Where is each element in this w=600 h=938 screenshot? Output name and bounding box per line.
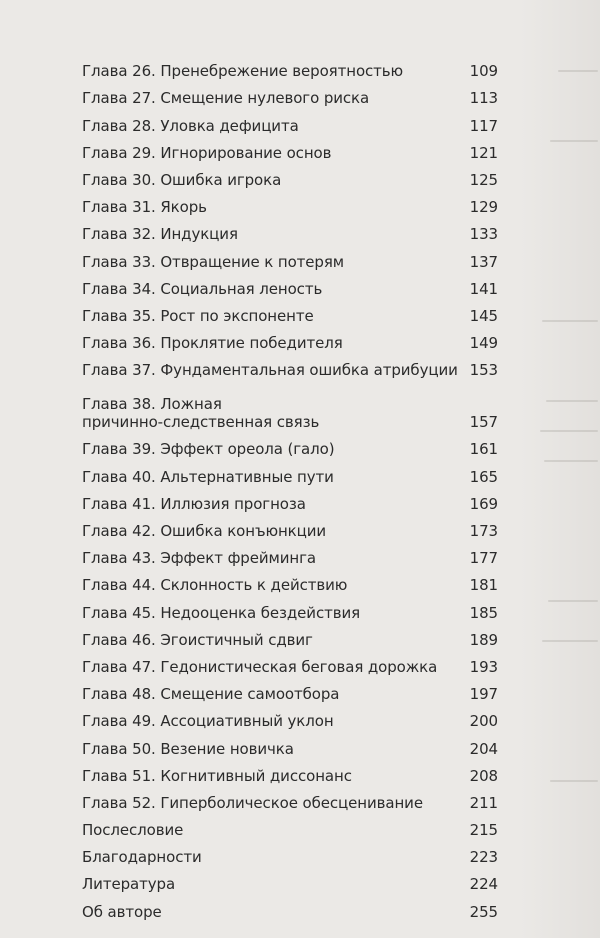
toc-entry-title: Глава 34. Социальная леность (82, 279, 323, 298)
toc-entry-page: 149 (469, 334, 498, 353)
toc-entry-page: 129 (469, 198, 498, 217)
toc-entry (82, 679, 498, 706)
toc-entry (82, 192, 498, 219)
toc-entry-title: Глава 43. Эффект фрейминга (82, 549, 316, 568)
toc-entry (82, 543, 498, 570)
toc-entry-page: 125 (469, 170, 498, 189)
toc-entry-page: 181 (469, 576, 498, 595)
toc-entry (82, 516, 498, 543)
toc-entry-title: Глава 50. Везение новичка (82, 739, 294, 758)
toc-entry-page: 153 (469, 361, 498, 380)
toc-entry-page: 117 (469, 116, 498, 135)
toc-entry-title: Глава 52. Гиперболическое обесценивание (82, 793, 423, 812)
toc-entry (82, 896, 498, 923)
toc-entry-page: 204 (469, 739, 498, 758)
toc-entry-page: 189 (469, 630, 498, 649)
toc-entry (82, 219, 498, 246)
toc-entry (82, 815, 498, 842)
toc-entry-page: 169 (469, 494, 498, 513)
toc-entry (82, 83, 498, 110)
toc-entry-title: Литература (82, 875, 176, 894)
table-of-contents (82, 56, 498, 924)
toc-entry (82, 461, 498, 488)
bleed-line (542, 640, 598, 642)
toc-entry (82, 570, 498, 597)
toc-entry-title: Глава 33. Отвращение к потерям (82, 252, 344, 271)
toc-entry (82, 274, 498, 301)
toc-entry-title: Глава 51. Когнитивный диссонанс (82, 766, 352, 785)
bleed-line (558, 70, 598, 72)
toc-entry-page: 109 (469, 62, 498, 81)
toc-entry (82, 733, 498, 760)
toc-entry-page: 121 (469, 143, 498, 162)
toc-entry-title: Глава 41. Иллюзия прогноза (82, 494, 306, 513)
toc-entry-page: 161 (469, 440, 498, 459)
toc-entry (82, 355, 498, 382)
toc-entry-title: Благодарности (82, 848, 202, 867)
toc-entry (82, 842, 498, 869)
toc-entry-title: Глава 44. Склонность к действию (82, 576, 348, 595)
toc-entry-page: 165 (469, 467, 498, 486)
toc-entry (82, 706, 498, 733)
toc-entry-page: 208 (469, 766, 498, 785)
toc-entry-page: 133 (469, 225, 498, 244)
toc-entry-page: 197 (469, 685, 498, 704)
toc-entry-title: Глава 31. Якорь (82, 198, 207, 217)
bleed-line (544, 460, 598, 462)
toc-entry-page: 137 (469, 252, 498, 271)
toc-entry (82, 56, 498, 83)
toc-entry (82, 489, 498, 516)
toc-entry (82, 761, 498, 788)
toc-entry-page: 193 (469, 657, 498, 676)
toc-entry (82, 597, 498, 624)
toc-entry-title: Глава 37. Фундаментальная ошибка атрибуции (82, 361, 458, 380)
toc-entry-page: 223 (469, 848, 498, 867)
toc-entry-title: Глава 32. Индукция (82, 225, 238, 244)
toc-entry (82, 110, 498, 137)
toc-entry-title: Глава 29. Игнорирование основ (82, 143, 332, 162)
toc-entry-page: 200 (469, 712, 498, 731)
toc-entry (82, 246, 498, 273)
toc-entry-title: Глава 35. Рост по экспоненте (82, 306, 314, 325)
toc-entry-page: 211 (469, 793, 498, 812)
toc-entry-title-continuation: причинно-следственная связь (82, 413, 320, 432)
toc-entry (82, 382, 498, 434)
toc-entry (82, 165, 498, 192)
toc-entry-page: 177 (469, 549, 498, 568)
toc-entry-title: Глава 47. Гедонистическая беговая дорожка (82, 657, 438, 676)
toc-entry-title: Послесловие (82, 821, 184, 840)
toc-entry-title: Глава 30. Ошибка игрока (82, 170, 282, 189)
toc-entry-page: 113 (469, 89, 498, 108)
toc-entry-title: Глава 45. Недооценка бездействия (82, 603, 361, 622)
bleed-line (550, 140, 598, 142)
toc-entry (82, 301, 498, 328)
toc-entry-title: Об авторе (82, 902, 162, 921)
toc-entry-page: 141 (469, 279, 498, 298)
toc-entry-page: 215 (469, 821, 498, 840)
toc-entry (82, 328, 498, 355)
toc-entry-title: Глава 46. Эгоистичный сдвиг (82, 630, 313, 649)
toc-entry-page: 224 (469, 875, 498, 894)
toc-entry-title: Глава 27. Смещение нулевого риска (82, 89, 370, 108)
toc-entry (82, 788, 498, 815)
toc-entry (82, 625, 498, 652)
toc-entry (82, 138, 498, 165)
toc-entry-page: 255 (469, 902, 498, 921)
toc-entry-title: Глава 40. Альтернативные пути (82, 467, 334, 486)
bleed-line (548, 600, 598, 602)
toc-entry (82, 434, 498, 461)
bleed-line (542, 320, 598, 322)
toc-entry-title (82, 395, 458, 434)
toc-entry-page: 173 (469, 522, 498, 540)
toc-entry-page: 157 (469, 413, 498, 432)
toc-entry-title: Глава 36. Проклятие победителя (82, 334, 343, 353)
bleed-line (550, 780, 598, 782)
toc-entry-title: Глава 48. Смещение самоотбора (82, 685, 340, 704)
toc-entry-page: 145 (469, 306, 498, 325)
bleed-line (540, 430, 598, 432)
bleed-line (546, 400, 598, 402)
toc-entry (82, 652, 498, 679)
toc-entry-title: Глава 39. Эффект ореола (гало) (82, 440, 335, 459)
toc-entry-title-line: Глава 38. Ложная (82, 395, 222, 414)
toc-entry (82, 869, 498, 896)
toc-entry-title: Глава 49. Ассоциативный уклон (82, 712, 334, 731)
toc-entry-title: Глава 42. Ошибка конъюнкции (82, 522, 327, 540)
page-bleed-through (520, 0, 600, 938)
toc-entry-title: Глава 28. Уловка дефицита (82, 116, 299, 135)
toc-entry-page: 185 (469, 603, 498, 622)
toc-entry-title: Глава 26. Пренебрежение вероятностью (82, 62, 404, 81)
